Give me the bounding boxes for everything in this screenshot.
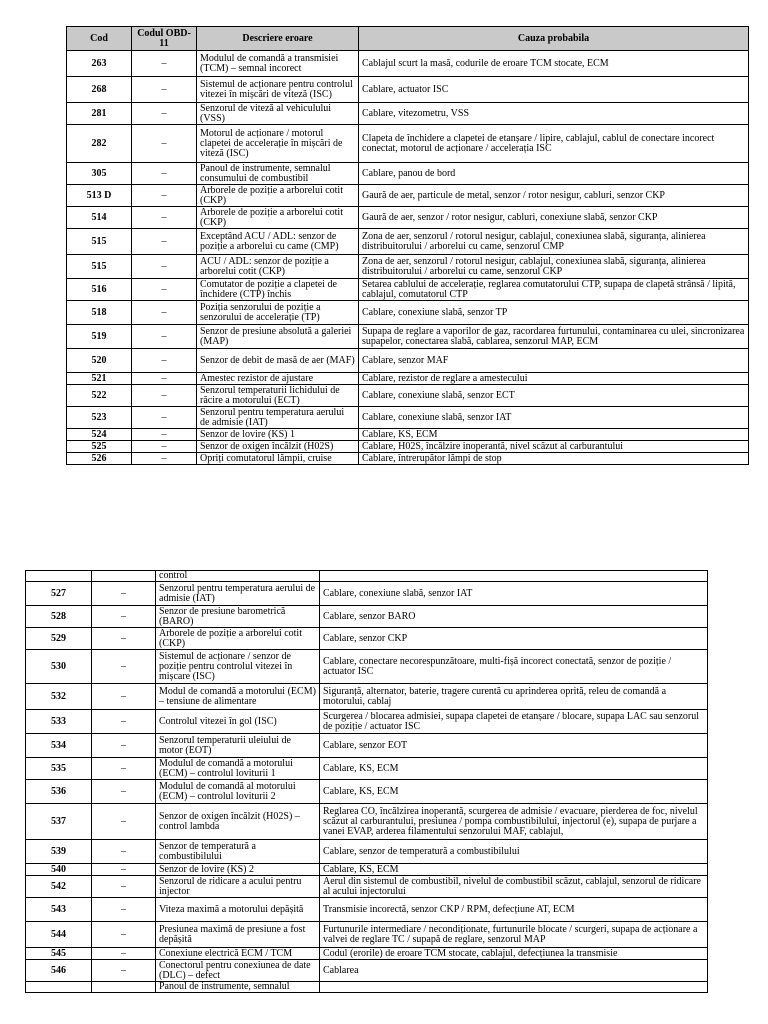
- description-cell: Conectorul pentru conexiunea de date (DLC) – defect: [156, 960, 320, 982]
- description-cell: Sistemul de acționare pentru controlul vitezei în mișcări de viteză (ISC): [197, 77, 359, 103]
- table-row: [67, 51, 749, 77]
- cause-cell: Cablare, vitezometru, VSS: [359, 103, 749, 125]
- code-cell: 540: [26, 864, 92, 876]
- obd-cell: –: [132, 349, 197, 373]
- description-cell: Poziția senzorului de poziție a senzorului de accelerație (TP): [197, 301, 359, 325]
- code-cell: 528: [26, 606, 92, 628]
- table-row: [26, 650, 708, 684]
- obd-cell: –: [132, 407, 197, 429]
- obd-cell: –: [132, 77, 197, 103]
- header-cod: Cod: [67, 27, 132, 51]
- table-row: [26, 922, 708, 948]
- code-cell: 518: [67, 301, 132, 325]
- code-cell: [26, 571, 92, 582]
- code-cell: 515: [67, 229, 132, 255]
- table-row: [67, 429, 749, 441]
- cause-cell: Cablare, actuator ISC: [359, 77, 749, 103]
- description-cell: Senzorul temperaturii uleiului de motor (EOT): [156, 734, 320, 758]
- table-row: [26, 571, 708, 582]
- description-cell: Arborele de poziție a arborelui cotit (CKP): [197, 207, 359, 229]
- description-cell: Modulul de comandă a transmisiei (TCM) – semnal incorect: [197, 51, 359, 77]
- code-cell: 523: [67, 407, 132, 429]
- description-cell: Senzor de oxigen încălzit (H02S) – control lambda: [156, 804, 320, 840]
- top-table-header: [67, 27, 749, 51]
- cause-cell: Cablare, senzor EOT: [320, 734, 708, 758]
- description-cell: Senzor de debit de masă de aer (MAF): [197, 349, 359, 373]
- table-row: [26, 758, 708, 780]
- table-row: [67, 325, 749, 349]
- code-cell: 535: [26, 758, 92, 780]
- description-cell: Presiunea maximă de presiune a fost depășită: [156, 922, 320, 948]
- cause-cell: Cablare, rezistor de reglare a amestecului: [359, 373, 749, 385]
- description-cell: Senzor de presiune absolută a galeriei (MAP): [197, 325, 359, 349]
- description-cell: control: [156, 571, 320, 582]
- table-row: [26, 876, 708, 898]
- obd-cell: –: [132, 255, 197, 279]
- code-cell: 305: [67, 163, 132, 185]
- code-cell: 521: [67, 373, 132, 385]
- code-cell: 514: [67, 207, 132, 229]
- code-cell: 530: [26, 650, 92, 684]
- description-cell: Senzor de lovire (KS) 1: [197, 429, 359, 441]
- table-row: [26, 710, 708, 734]
- table-row: [26, 864, 708, 876]
- code-cell: 516: [67, 279, 132, 301]
- code-cell: 529: [26, 628, 92, 650]
- obd-cell: –: [92, 960, 156, 982]
- obd-cell: –: [132, 279, 197, 301]
- obd-cell: –: [92, 804, 156, 840]
- table-row: [67, 301, 749, 325]
- description-cell: Modulul de comandă a motorului (ECM) – controlul loviturii 1: [156, 758, 320, 780]
- cause-cell: Cablare, KS, ECM: [320, 864, 708, 876]
- obd-cell: –: [92, 948, 156, 960]
- cause-cell: Cablare, senzor MAF: [359, 349, 749, 373]
- table-row: [26, 948, 708, 960]
- table-row: [67, 453, 749, 465]
- cause-cell: Cablare, conectare necorespunzătoare, multi-fișă incorect conectată, senzor de poziție / actuator ISC: [320, 650, 708, 684]
- obd-cell: –: [92, 650, 156, 684]
- cause-cell: Cablare, KS, ECM: [320, 780, 708, 804]
- table-row: [67, 255, 749, 279]
- obd-cell: –: [132, 185, 197, 207]
- code-cell: 532: [26, 684, 92, 710]
- obd-cell: –: [132, 207, 197, 229]
- obd-cell: –: [92, 876, 156, 898]
- table-row: [67, 385, 749, 407]
- code-cell: 524: [67, 429, 132, 441]
- code-cell: 545: [26, 948, 92, 960]
- code-cell: 282: [67, 125, 132, 163]
- obd-cell: –: [92, 898, 156, 922]
- description-cell: Panoul de instrumente, semnalul: [156, 982, 320, 993]
- table-row: [67, 229, 749, 255]
- description-cell: Senzorul pentru temperatura aerului de admisie (IAT): [197, 407, 359, 429]
- description-cell: Modulul de comandă al motorului (ECM) – controlul loviturii 2: [156, 780, 320, 804]
- code-cell: 527: [26, 582, 92, 606]
- cause-cell: Scurgerea / blocarea admisiei, supapa clapetei de etanșare / blocare, supapa LAC sau senzorul de poziție / actuator ISC: [320, 710, 708, 734]
- cause-cell: Zona de aer, senzorul / rotorul nesigur, cablajul, conexiunea slabă, siguranța, alinierea distribuitorului / arborelui cu came, senzorul CMP: [359, 229, 749, 255]
- cause-cell: Cablare, întrerupător lămpi de stop: [359, 453, 749, 465]
- cause-cell: Cablare, conexiune slabă, senzor TP: [359, 301, 749, 325]
- cause-cell: Cablare, senzor de temperatură a combustibilului: [320, 840, 708, 864]
- table-row: [67, 407, 749, 429]
- description-cell: Senzor de temperatură a combustibilului: [156, 840, 320, 864]
- cause-cell: Aerul din sistemul de combustibil, nivelul de combustibil scăzut, cablajul, senzorul de ridicare al acului injectorului: [320, 876, 708, 898]
- cause-cell: Zona de aer, senzorul / rotorul nesigur, cablajul, conexiunea slabă, siguranța, alinierea distribuitorului / arborelui cu came, senzorul CKP: [359, 255, 749, 279]
- table-row: [26, 582, 708, 606]
- cause-cell: Cablare, conexiune slabă, senzor IAT: [359, 407, 749, 429]
- cause-cell: Setarea cablului de accelerație, reglarea comutatorului CTP, supapa de clapetă strânsă / lipită, cablajul, comutatorul CTP: [359, 279, 749, 301]
- table-row: [26, 606, 708, 628]
- description-cell: Comutator de poziție a clapetei de închidere (CTP) închis: [197, 279, 359, 301]
- description-cell: Senzorul temperaturii lichidului de răcire a motorului (ECT): [197, 385, 359, 407]
- description-cell: Senzorul de viteză al vehiculului (VSS): [197, 103, 359, 125]
- code-cell: 539: [26, 840, 92, 864]
- header-description: Descriere eroare: [197, 27, 359, 51]
- obd-cell: –: [132, 51, 197, 77]
- description-cell: Sistemul de acționare / senzor de poziție pentru controlul vitezei în mișcare (ISC): [156, 650, 320, 684]
- table-row: [67, 125, 749, 163]
- code-cell: [26, 982, 92, 993]
- bottom-error-table: [25, 570, 708, 993]
- description-cell: Senzorul pentru temperatura aerului de admisie (IAT): [156, 582, 320, 606]
- cause-cell: Codul (erorile) de eroare TCM stocate, cablajul, defecțiunea la transmisie: [320, 948, 708, 960]
- description-cell: Conexiune electrică ECM / TCM: [156, 948, 320, 960]
- description-cell: Motorul de acționare / motorul clapetei de accelerație în mișcări de viteză (ISC): [197, 125, 359, 163]
- code-cell: 542: [26, 876, 92, 898]
- table-row: [67, 185, 749, 207]
- code-cell: 522: [67, 385, 132, 407]
- obd-cell: –: [132, 441, 197, 453]
- obd-cell: [92, 982, 156, 993]
- obd-cell: –: [132, 163, 197, 185]
- description-cell: Senzorul de ridicare a acului pentru injector: [156, 876, 320, 898]
- table-row: [26, 982, 708, 993]
- obd-cell: –: [132, 325, 197, 349]
- description-cell: Controlul vitezei în gol (ISC): [156, 710, 320, 734]
- obd-cell: –: [92, 864, 156, 876]
- obd-cell: –: [92, 710, 156, 734]
- cause-cell: [320, 571, 708, 582]
- description-cell: Modul de comandă a motorului (ECM) – tensiune de alimentare: [156, 684, 320, 710]
- obd-cell: –: [92, 606, 156, 628]
- description-cell: Arborele de poziție a arborelui cotit (CKP): [156, 628, 320, 650]
- obd-cell: [92, 571, 156, 582]
- description-cell: Senzor de lovire (KS) 2: [156, 864, 320, 876]
- table-row: [67, 441, 749, 453]
- cause-cell: Supapa de reglare a vaporilor de gaz, racordarea furtunului, contaminarea cu ulei, sincronizarea supapelor, conectarea slabă, cablarea, senzorul MAP, ECM: [359, 325, 749, 349]
- description-cell: ACU / ADL: senzor de poziție a arborelui cotit (CKP): [197, 255, 359, 279]
- cause-cell: Gaură de aer, senzor / rotor nesigur, cabluri, conexiune slabă, senzor CKP: [359, 207, 749, 229]
- table-row: [26, 684, 708, 710]
- cause-cell: Gaură de aer, particule de metal, senzor / rotor nesigur, cabluri, senzor CKP: [359, 185, 749, 207]
- obd-cell: –: [132, 103, 197, 125]
- table-row: [26, 780, 708, 804]
- obd-cell: –: [132, 229, 197, 255]
- code-cell: 537: [26, 804, 92, 840]
- table-row: [67, 163, 749, 185]
- obd-cell: –: [92, 922, 156, 948]
- code-cell: 519: [67, 325, 132, 349]
- top-error-table: [66, 26, 749, 465]
- cause-cell: [320, 982, 708, 993]
- cause-cell: Cablare, H02S, încălzire inoperantă, nivel scăzut al carburantului: [359, 441, 749, 453]
- cause-cell: Cablare, senzor BARO: [320, 606, 708, 628]
- header-obd: Codul OBD-11: [132, 27, 197, 51]
- code-cell: 533: [26, 710, 92, 734]
- code-cell: 534: [26, 734, 92, 758]
- code-cell: 526: [67, 453, 132, 465]
- cause-cell: Siguranță, alternator, baterie, tragere curentă cu aprinderea oprită, releu de comandă a motorului, cablaj: [320, 684, 708, 710]
- cause-cell: Cablare, panou de bord: [359, 163, 749, 185]
- cause-cell: Cablare, conexiune slabă, senzor IAT: [320, 582, 708, 606]
- cause-cell: Reglarea CO, încălzirea inoperantă, scurgerea de admisie / evacuare, pierderea de foc, nivelul scăzut al carburantului, presiunea / pompa combustibilului, injectorul (e), supapa de purjare a vanei EVAP, arderea filamentului senzorului MAF, cablajul,: [320, 804, 708, 840]
- obd-cell: –: [92, 628, 156, 650]
- code-cell: 268: [67, 77, 132, 103]
- cause-cell: Cablarea: [320, 960, 708, 982]
- description-cell: Opriți comutatorul lămpii, cruise: [197, 453, 359, 465]
- header-cause: Cauza probabila: [359, 27, 749, 51]
- table-row: [67, 77, 749, 103]
- cause-cell: Cablajul scurt la masă, codurile de eroare TCM stocate, ECM: [359, 51, 749, 77]
- obd-cell: –: [132, 125, 197, 163]
- code-cell: 520: [67, 349, 132, 373]
- obd-cell: –: [132, 429, 197, 441]
- table-row: [67, 373, 749, 385]
- code-cell: 513 D: [67, 185, 132, 207]
- description-cell: Senzor de oxigen încălzit (H02S): [197, 441, 359, 453]
- cause-cell: Transmisie incorectă, senzor CKP / RPM, defecțiune AT, ECM: [320, 898, 708, 922]
- cause-cell: Furtunurile intermediare / necondiționate, furtunurile blocate / scurgeri, supapa de acționare a valvei de reglare TC / supapă de reglare, senzorul MAP: [320, 922, 708, 948]
- cause-cell: Clapeta de închidere a clapetei de etanșare / lipire, cablajul, cablul de conectare incorect conectat, motorul de acționare / accelerația ISC: [359, 125, 749, 163]
- table-row: [67, 349, 749, 373]
- obd-cell: –: [132, 453, 197, 465]
- table-row: [67, 103, 749, 125]
- obd-cell: –: [132, 385, 197, 407]
- description-cell: Arborele de poziție a arborelui cotit (CKP): [197, 185, 359, 207]
- table-row: [26, 734, 708, 758]
- cause-cell: Cablare, conexiune slabă, senzor ECT: [359, 385, 749, 407]
- code-cell: 546: [26, 960, 92, 982]
- code-cell: 515: [67, 255, 132, 279]
- description-cell: Panoul de instrumente, semnalul consumului de combustibil: [197, 163, 359, 185]
- description-cell: Senzor de presiune barometrică (BARO): [156, 606, 320, 628]
- code-cell: 281: [67, 103, 132, 125]
- table-row: [26, 840, 708, 864]
- obd-cell: –: [132, 301, 197, 325]
- obd-cell: –: [92, 780, 156, 804]
- table-row: [67, 279, 749, 301]
- code-cell: 543: [26, 898, 92, 922]
- obd-cell: –: [92, 734, 156, 758]
- table-row: [26, 960, 708, 982]
- table-row: [67, 207, 749, 229]
- code-cell: 263: [67, 51, 132, 77]
- obd-cell: –: [92, 582, 156, 606]
- obd-cell: –: [92, 684, 156, 710]
- description-cell: Viteza maximă a motorului depășită: [156, 898, 320, 922]
- table-row: [26, 628, 708, 650]
- code-cell: 525: [67, 441, 132, 453]
- cause-cell: Cablare, KS, ECM: [320, 758, 708, 780]
- description-cell: Exceptând ACU / ADL: senzor de poziție a arborelui cu came (CMP): [197, 229, 359, 255]
- table-row: [26, 898, 708, 922]
- code-cell: 536: [26, 780, 92, 804]
- cause-cell: Cablare, senzor CKP: [320, 628, 708, 650]
- table-row: [26, 804, 708, 840]
- obd-cell: –: [92, 758, 156, 780]
- description-cell: Amestec rezistor de ajustare: [197, 373, 359, 385]
- code-cell: 544: [26, 922, 92, 948]
- cause-cell: Cablare, KS, ECM: [359, 429, 749, 441]
- obd-cell: –: [92, 840, 156, 864]
- obd-cell: –: [132, 373, 197, 385]
